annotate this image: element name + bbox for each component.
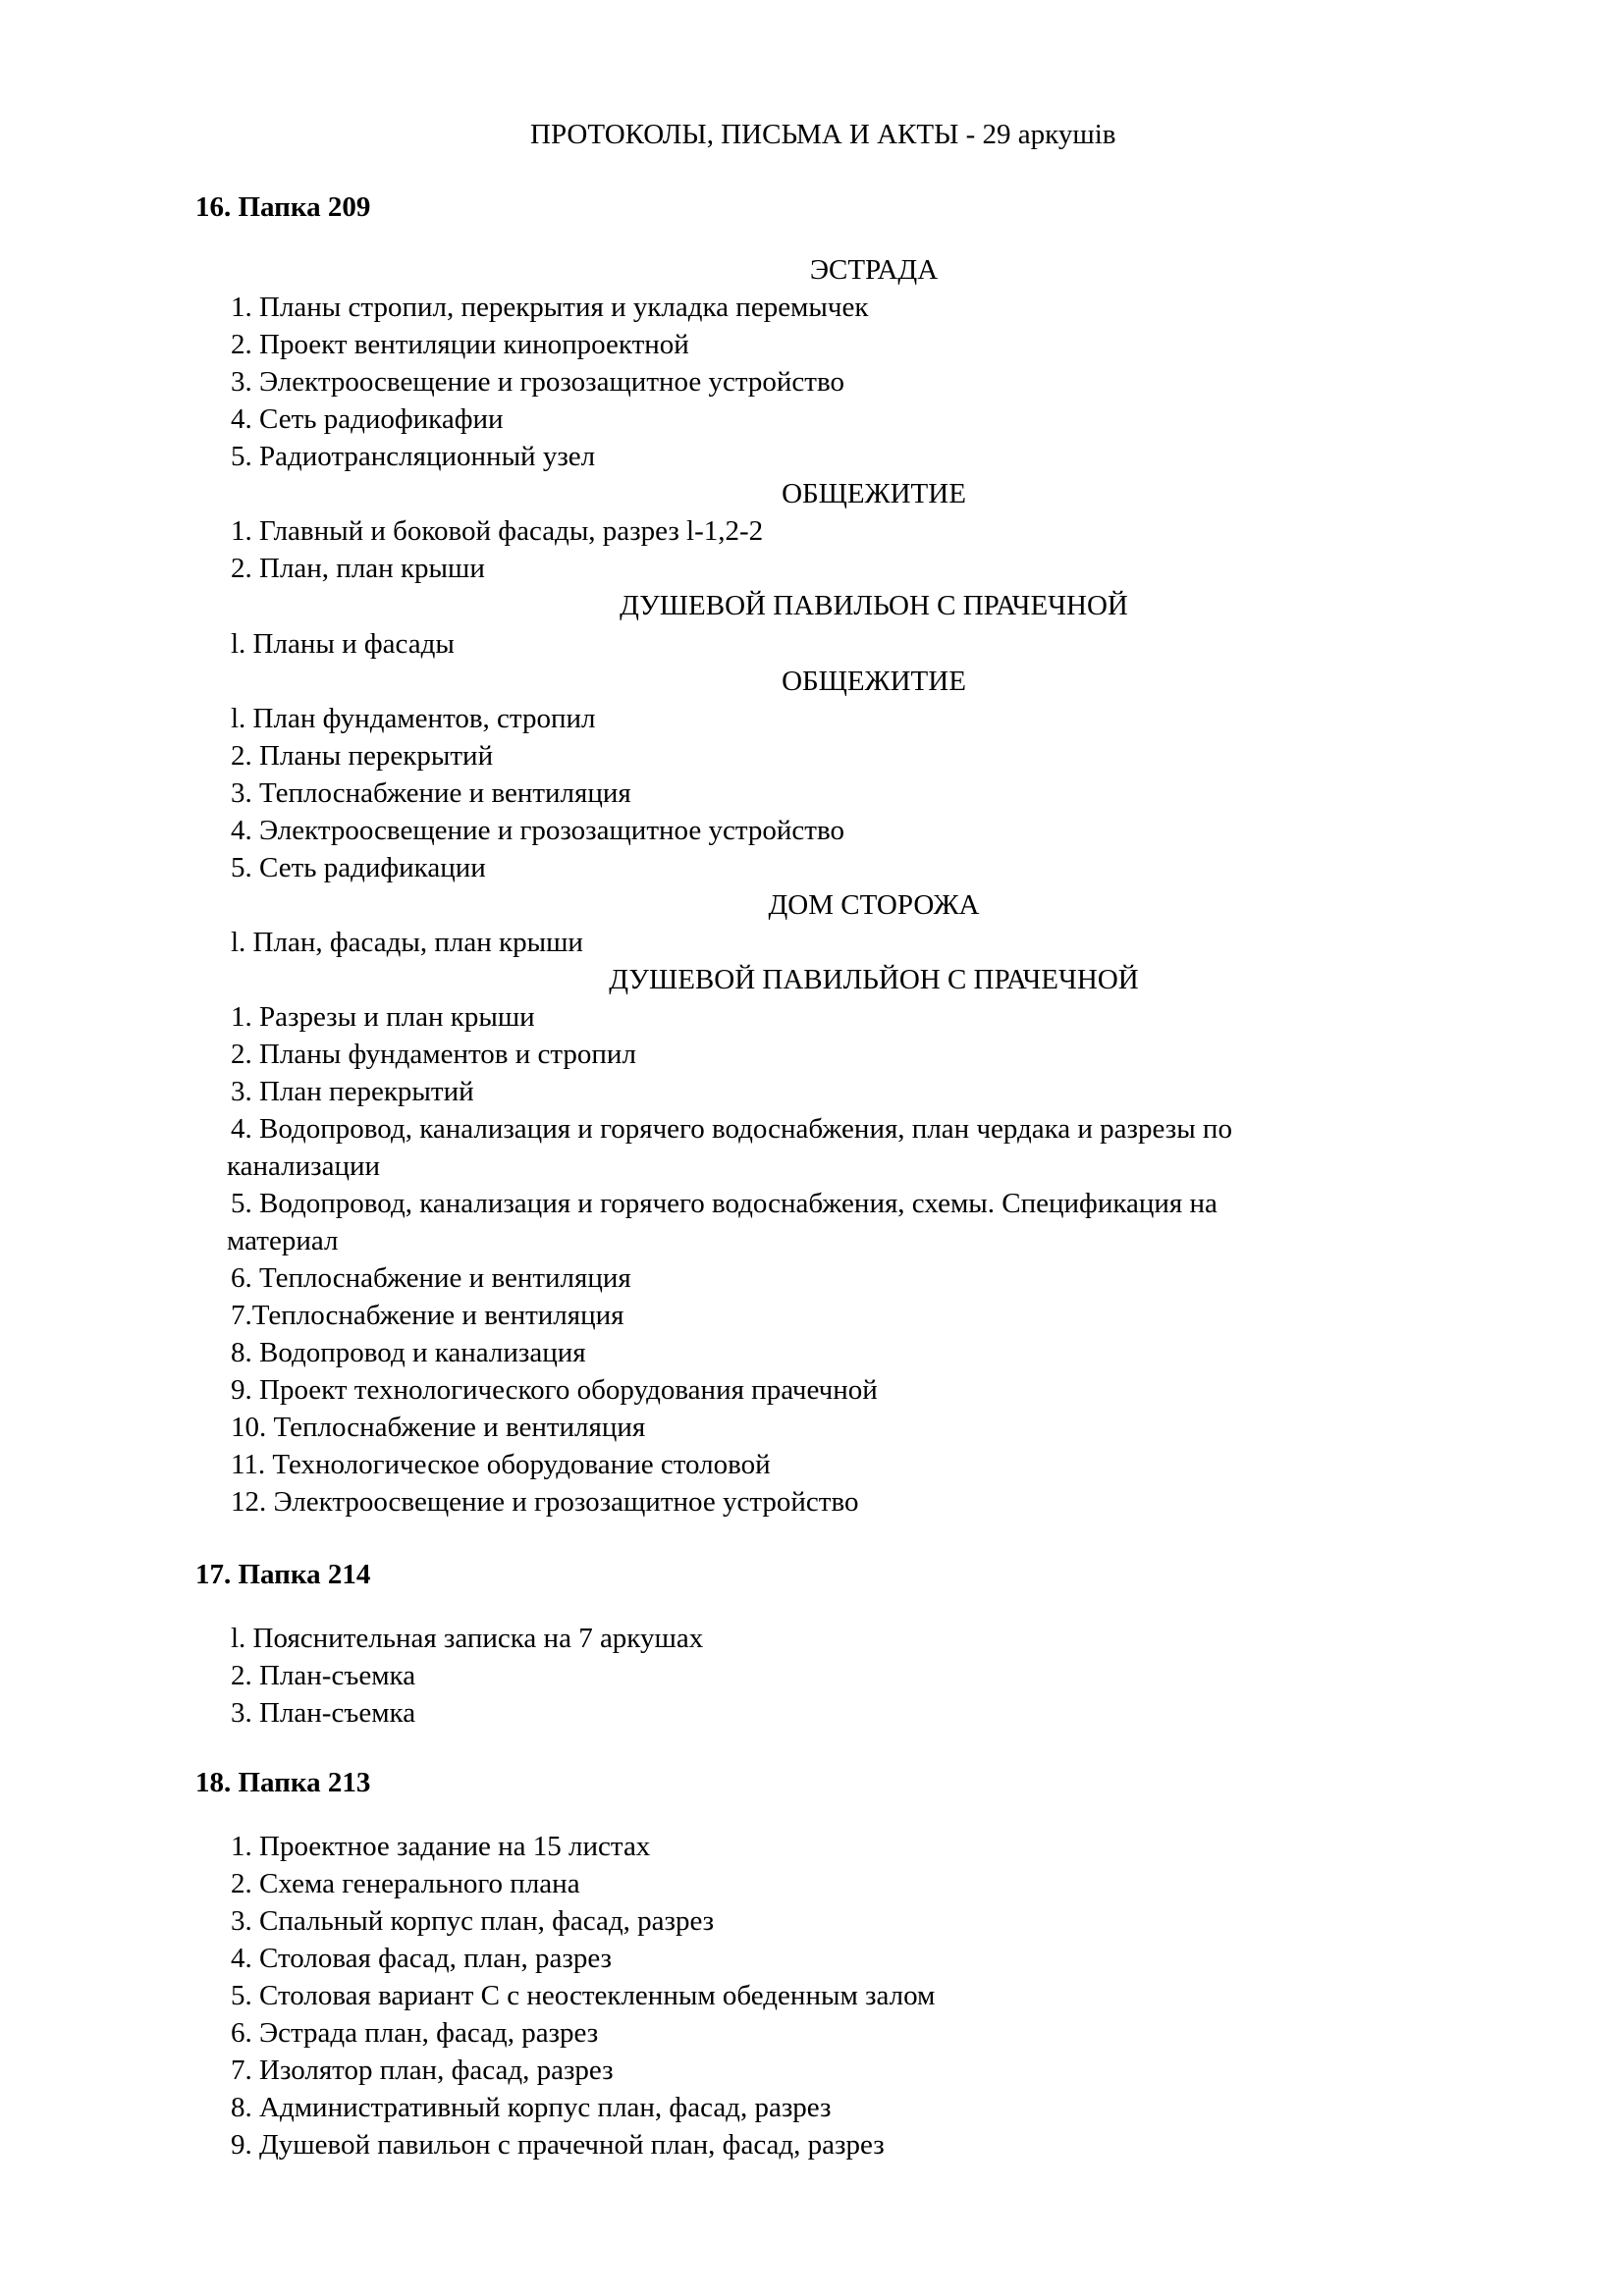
section-heading-dormitory: ОБЩЕЖИТИЕ: [782, 478, 966, 509]
page-heading: ПРОТОКОЛЫ, ПИСЬМА И АКТЫ - 29 аркушів: [530, 119, 1116, 150]
list-item: 5. Столовая вариант С с неостекленным обеденным залом: [231, 1980, 936, 2011]
list-item: 2. Планы фундаментов и стропил: [231, 1039, 636, 1070]
list-item: 1. Главный и боковой фасады, разрез l-1,2-2: [231, 515, 764, 547]
list-item: 2. Схема генерального плана: [231, 1868, 580, 1899]
list-item: 1. Планы стропил, перекрытия и укладка перемычек: [231, 292, 869, 323]
list-item: l. Пояснительная записка на 7 аркушах: [231, 1623, 704, 1654]
section-heading-shower-pavilion: ДУШЕВОЙ ПАВИЛЬОН С ПРАЧЕЧНОЙ: [620, 590, 1128, 621]
list-item: 6. Теплоснабжение и вентиляция: [231, 1262, 631, 1294]
list-item: 9. Проект технологического оборудования прачечной: [231, 1374, 878, 1406]
list-item: 4. Водопровод, канализация и горячего водоснабжения, план чердака и разрезы по: [231, 1113, 1232, 1145]
list-item: 10. Теплоснабжение и вентиляция: [231, 1412, 646, 1443]
list-item: 1. Разрезы и план крыши: [231, 1001, 535, 1033]
list-item: 4. Электроосвещение и грозозащитное устройство: [231, 815, 844, 846]
list-item: 6. Эстрада план, фасад, разрез: [231, 2017, 599, 2049]
list-item: 7. Изолятор план, фасад, разрез: [231, 2055, 614, 2086]
list-item-continuation: материал: [227, 1225, 339, 1256]
section-heading-dormitory-2: ОБЩЕЖИТИЕ: [782, 666, 966, 697]
list-item: l. Планы и фасады: [231, 628, 455, 660]
list-item: 8. Водопровод и канализация: [231, 1337, 586, 1368]
list-item-continuation: канализации: [227, 1150, 381, 1182]
list-item: 11. Технологическое оборудование столовой: [231, 1449, 771, 1480]
list-item: 2. План, план крыши: [231, 553, 485, 584]
list-item: l. План фундаментов, стропил: [231, 703, 596, 734]
list-item: 12. Электроосвещение и грозозащитное устройство: [231, 1486, 859, 1518]
list-item: 2. Планы перекрытий: [231, 740, 494, 772]
folder-18-title: 18. Папка 213: [195, 1767, 371, 1798]
folder-17-title: 17. Папка 214: [195, 1559, 371, 1590]
list-item: 4. Столовая фасад, план, разрез: [231, 1943, 613, 1974]
list-item: 3. План-съемка: [231, 1697, 416, 1729]
list-item: 3. План перекрытий: [231, 1076, 474, 1107]
list-item: 4. Сеть радиофикафии: [231, 403, 504, 435]
list-item: 5. Радиотрансляционный узел: [231, 441, 596, 472]
list-item: 2. План-съемка: [231, 1660, 416, 1691]
section-heading-guard-house: ДОМ СТОРОЖА: [768, 889, 980, 921]
list-item: 9. Душевой павильон с прачечной план, фасад, разрез: [231, 2129, 885, 2161]
section-heading-estrada: ЭСТРАДА: [809, 254, 939, 286]
list-item: 3. Теплоснабжение и вентиляция: [231, 777, 631, 809]
list-item: 7.Теплоснабжение и вентиляция: [231, 1300, 624, 1331]
list-item: l. План, фасады, план крыши: [231, 927, 583, 958]
section-heading-shower-pavilion-2: ДУШЕВОЙ ПАВИЛЬЙОН С ПРАЧЕЧНОЙ: [609, 964, 1139, 995]
list-item: 1. Проектное задание на 15 листах: [231, 1831, 651, 1862]
folder-16-title: 16. Папка 209: [195, 191, 371, 223]
list-item: 2. Проект вентиляции кинопроектной: [231, 329, 689, 360]
list-item: 3. Электроосвещение и грозозащитное устройство: [231, 366, 844, 398]
list-item: 5. Сеть радификации: [231, 852, 486, 883]
list-item: 5. Водопровод, канализация и горячего водоснабжения, схемы. Спецификация на: [231, 1188, 1218, 1219]
list-item: 3. Спальный корпус план, фасад, разрез: [231, 1905, 715, 1937]
list-item: 8. Административный корпус план, фасад, разрез: [231, 2092, 832, 2123]
